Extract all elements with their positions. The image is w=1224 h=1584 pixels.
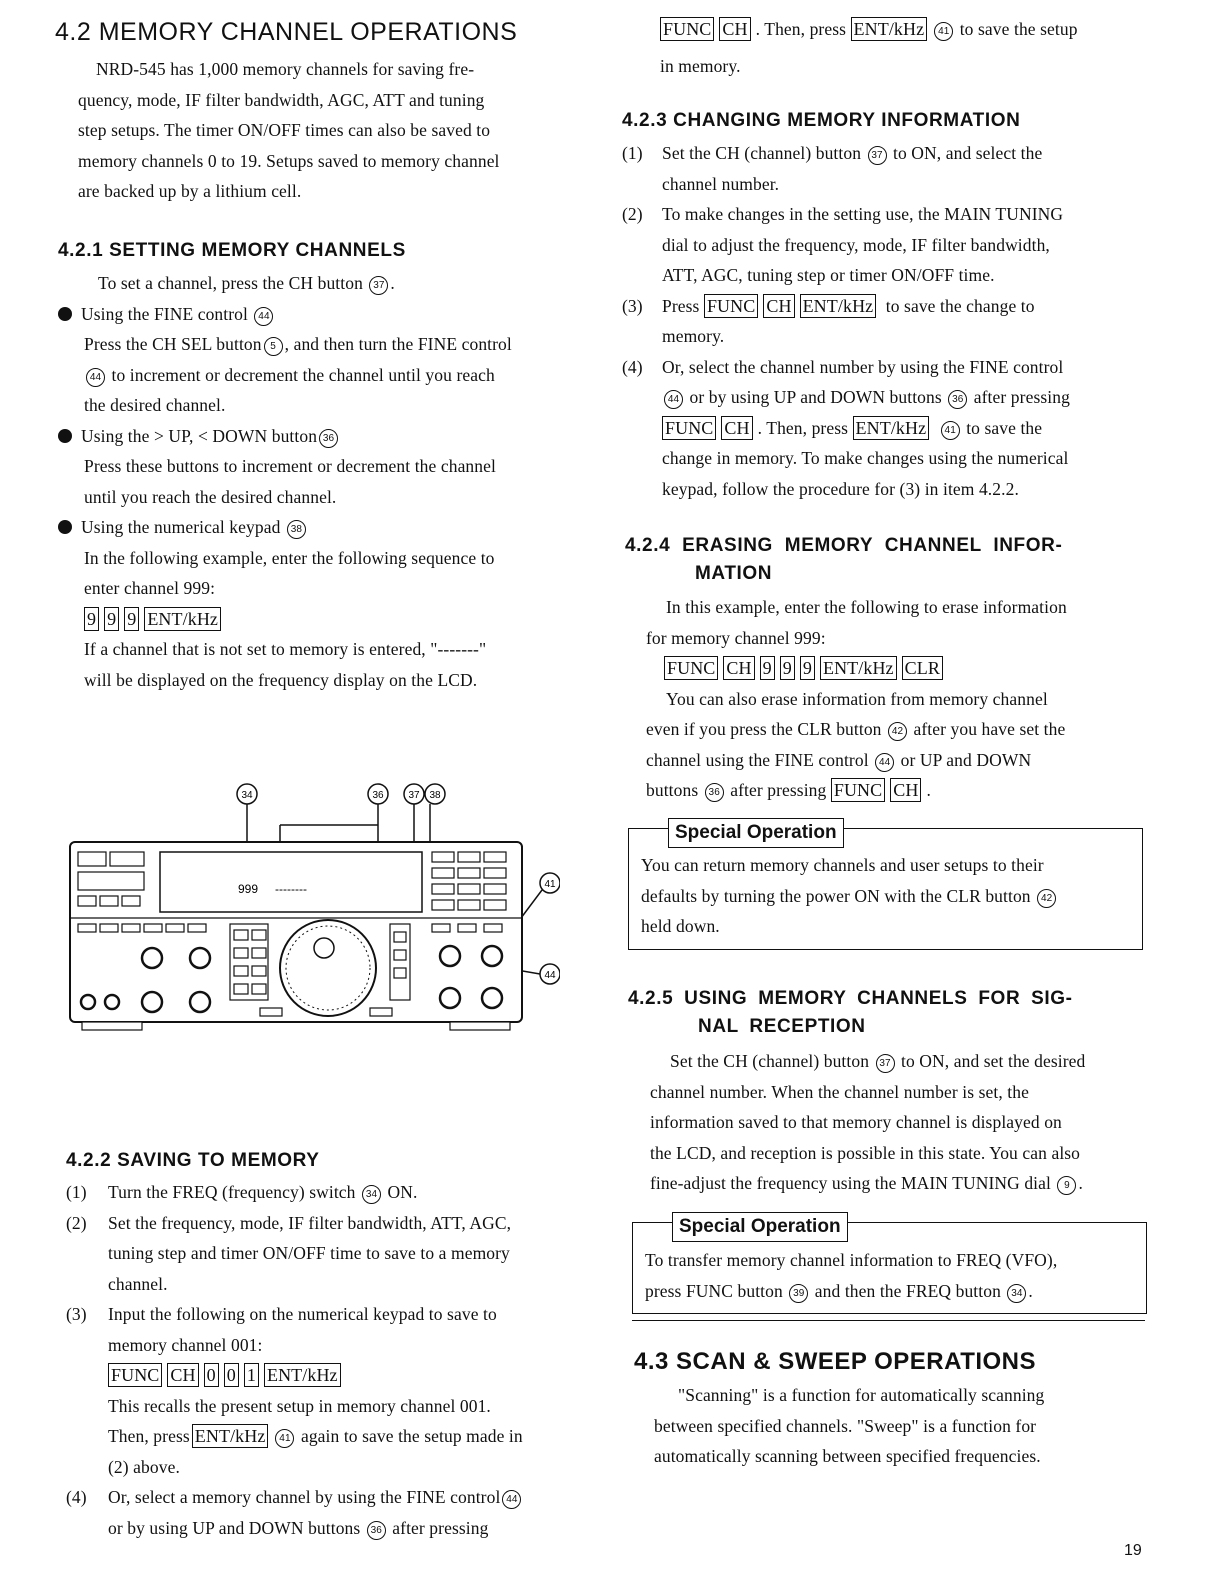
line: memory channel 001: bbox=[108, 1334, 263, 1355]
svg-text:37: 37 bbox=[408, 790, 420, 801]
line bbox=[622, 413, 1142, 444]
line: ATT, AGC, tuning step or timer ON/OFF time. bbox=[662, 265, 995, 285]
step-number: (1) bbox=[622, 143, 643, 163]
line bbox=[66, 1421, 586, 1452]
ref-marker: 41 bbox=[941, 421, 960, 440]
ref-marker: 39 bbox=[789, 1284, 808, 1303]
title-line: 4.2.5 USING MEMORY CHANNELS FOR SIG- bbox=[628, 988, 1073, 1009]
lcd-digits: 999 bbox=[238, 882, 259, 896]
section-4-2-2-title: 4.2.2 SAVING TO MEMORY bbox=[66, 1150, 320, 1171]
key-sequence bbox=[84, 604, 578, 635]
key-ent-khz: ENT/kHz bbox=[144, 607, 221, 631]
text: after pressing bbox=[730, 780, 827, 800]
svg-text:36: 36 bbox=[372, 790, 384, 801]
text: to save the setup bbox=[959, 19, 1078, 39]
bullet-updown-text bbox=[58, 451, 578, 512]
key-9: 9 bbox=[800, 656, 815, 680]
ref-marker: 37 bbox=[868, 146, 887, 165]
intro-line: step setups. The timer ON/OFF times can also be saved to bbox=[78, 120, 491, 140]
ref-marker: 41 bbox=[934, 22, 953, 41]
bullet-icon bbox=[58, 307, 72, 321]
key-func: FUNC bbox=[108, 1363, 162, 1387]
line: You can also erase information from memory channel bbox=[666, 688, 1048, 709]
text: To make changes in the setting use, the MAIN TUNING bbox=[662, 204, 1064, 224]
text: Then, press bbox=[108, 1426, 190, 1446]
line: In this example, enter the following to erase information bbox=[666, 597, 1067, 617]
text: Input the following on the numerical keypad to save to bbox=[108, 1304, 497, 1324]
line: You can return memory channels and user setups to their bbox=[641, 855, 1044, 875]
special-operation-title-2: Special Operation bbox=[672, 1212, 848, 1242]
step-2 bbox=[66, 1208, 586, 1239]
text: to save the bbox=[966, 417, 1043, 438]
line bbox=[622, 382, 1142, 413]
line: buttons 36 after pressing FUNC CH . bbox=[646, 780, 931, 800]
ref-marker: 36 bbox=[367, 1521, 386, 1540]
key-0: 0 bbox=[204, 1363, 219, 1387]
continued-text bbox=[660, 14, 1160, 81]
text: or by using UP and DOWN buttons bbox=[108, 1517, 361, 1538]
bullet-title: Using the FINE control bbox=[81, 303, 248, 324]
key-func: FUNC bbox=[704, 294, 758, 318]
line bbox=[646, 714, 1146, 745]
section-4-2-1-title: 4.2.1 SETTING MEMORY CHANNELS bbox=[58, 240, 406, 261]
key-1: 1 bbox=[244, 1363, 259, 1387]
line: Press these buttons to increment or decrement the channel bbox=[84, 456, 496, 476]
step-number: (1) bbox=[66, 1182, 87, 1202]
line: keypad, follow the procedure for (3) in item 4.2.2. bbox=[662, 478, 1019, 499]
step-number: (4) bbox=[622, 356, 643, 377]
step-number: (4) bbox=[66, 1487, 87, 1507]
text: ON. bbox=[387, 1182, 418, 1202]
main-tuning-dial bbox=[280, 920, 376, 1016]
key-ent-khz: ENT/kHz bbox=[853, 416, 930, 440]
line: dial to adjust the frequency, mode, IF filter bandwidth, bbox=[662, 234, 1050, 255]
line: the LCD, and reception is possible in this state. You can also bbox=[650, 1142, 1081, 1163]
text: or by using UP and DOWN buttons bbox=[689, 387, 942, 407]
text: Or, select the channel number by using the FINE control bbox=[662, 356, 1064, 377]
text: . Then, press bbox=[755, 19, 847, 39]
line: To transfer memory channel information to FREQ (VFO), bbox=[645, 1250, 1058, 1270]
line: "Scanning" is a function for automatically scanning bbox=[678, 1385, 1045, 1405]
line: If a channel that is not set to memory is entered, "-------" bbox=[84, 639, 487, 659]
ref-marker: 37 bbox=[876, 1054, 895, 1073]
ref-marker: 36 bbox=[948, 390, 967, 409]
intro-line: NRD-545 has 1,000 memory channels for saving fre- bbox=[96, 59, 475, 79]
special-operation-text bbox=[641, 850, 1136, 942]
bullet-keypad-text bbox=[58, 543, 578, 696]
text: even if you press the CLR button bbox=[646, 719, 882, 739]
text: Set the CH (channel) button bbox=[662, 143, 862, 163]
key-ch: CH bbox=[167, 1363, 198, 1387]
line: for memory channel 999: bbox=[646, 627, 826, 648]
special-operation-title: Special Operation bbox=[668, 818, 844, 848]
key-func: FUNC bbox=[664, 656, 718, 680]
text: Or, select a memory channel by using the FINE control bbox=[108, 1487, 501, 1507]
step-number: (2) bbox=[66, 1212, 87, 1233]
line: tuning step and timer ON/OFF time to save to a memory bbox=[108, 1243, 510, 1263]
text: , and then turn the FINE control bbox=[284, 334, 512, 354]
text: and then the FREQ button bbox=[814, 1280, 1001, 1301]
ref-marker: 34 bbox=[362, 1185, 381, 1204]
section-4-2-intro bbox=[78, 54, 578, 207]
bullet-icon bbox=[58, 520, 72, 534]
section-4-2-3-body bbox=[622, 138, 1142, 504]
text: or UP and DOWN bbox=[900, 749, 1032, 770]
line: information saved to that memory channel is displayed on bbox=[650, 1112, 1062, 1132]
key-func: FUNC bbox=[662, 416, 716, 440]
svg-text:41: 41 bbox=[544, 879, 556, 890]
text: . Then, press bbox=[757, 417, 849, 438]
step-4 bbox=[622, 352, 1142, 383]
key-ch: CH bbox=[723, 656, 754, 680]
line: This recalls the present setup in memory channel 001. bbox=[108, 1395, 491, 1416]
text: again to save the setup made in bbox=[300, 1426, 523, 1446]
svg-text:44: 44 bbox=[544, 970, 556, 981]
bullet-icon bbox=[58, 429, 72, 443]
bullet-updown bbox=[58, 421, 578, 452]
text: Set the frequency, mode, IF filter bandwidth, ATT, AGC, bbox=[108, 1212, 512, 1233]
bullet-title: Using the > UP, < DOWN button bbox=[81, 425, 318, 446]
section-4-2-4-title bbox=[625, 535, 1062, 585]
line bbox=[84, 329, 578, 360]
step-number: (3) bbox=[622, 295, 643, 316]
key-ent-khz: ENT/kHz bbox=[264, 1363, 341, 1387]
key-9: 9 bbox=[780, 656, 795, 680]
section-4-2-1-body bbox=[58, 268, 578, 695]
text: To set a channel, press the CH button bbox=[98, 273, 363, 293]
set-channel-line: To set a channel, press the CH button 37 . bbox=[98, 273, 395, 293]
step-1 bbox=[66, 1177, 586, 1208]
key-sequence bbox=[646, 653, 1146, 684]
line: will be displayed on the frequency display on the LCD. bbox=[84, 669, 478, 690]
section-4-2-2-body bbox=[66, 1177, 586, 1543]
text: after pressing bbox=[973, 387, 1070, 407]
step-3 bbox=[622, 291, 1142, 322]
ref-marker: 36 bbox=[319, 429, 338, 448]
ref-marker: 34 bbox=[1007, 1284, 1026, 1303]
text: channel using the FINE control bbox=[646, 749, 869, 770]
svg-text:34: 34 bbox=[241, 790, 253, 801]
intro-line: are backed up by a lithium cell. bbox=[78, 181, 302, 201]
line bbox=[660, 14, 1160, 45]
section-4-3-title: 4.3 SCAN & SWEEP OPERATIONS bbox=[634, 1348, 1037, 1375]
line bbox=[84, 360, 578, 391]
text: buttons bbox=[646, 780, 699, 800]
ref-marker: 37 bbox=[369, 276, 388, 295]
text: defaults by turning the power ON with the CLR button bbox=[641, 885, 1031, 906]
step-1 bbox=[622, 138, 1142, 169]
key-func: FUNC bbox=[660, 17, 714, 41]
line: memory. bbox=[662, 326, 725, 346]
line: channel. bbox=[108, 1273, 168, 1294]
ref-marker: 41 bbox=[275, 1429, 294, 1448]
key-9: 9 bbox=[104, 607, 119, 631]
key-sequence bbox=[66, 1360, 586, 1391]
ref-marker: 38 bbox=[287, 520, 306, 539]
key-ent-khz: ENT/kHz bbox=[851, 17, 928, 41]
line bbox=[641, 881, 1136, 912]
section-4-2-title: 4.2 MEMORY CHANNEL OPERATIONS bbox=[55, 18, 518, 46]
ref-marker: 42 bbox=[1037, 889, 1056, 908]
line: channel number. When the channel number is set, the bbox=[650, 1081, 1029, 1102]
section-4-2-5-title bbox=[628, 988, 1073, 1038]
line: enter channel 999: bbox=[84, 578, 216, 598]
section-4-2-5-body bbox=[650, 1046, 1150, 1199]
line: (2) above. bbox=[108, 1456, 180, 1477]
intro-line: quency, mode, IF filter bandwidth, AGC, ATT and tuning bbox=[78, 89, 485, 110]
ref-marker: 44 bbox=[875, 753, 894, 772]
step-3 bbox=[66, 1299, 586, 1330]
title-line: 4.2.4 ERASING MEMORY CHANNEL INFOR- bbox=[625, 535, 1063, 556]
ref-marker: 44 bbox=[502, 1490, 521, 1509]
text: to save the change to bbox=[885, 295, 1035, 316]
text: to ON, and select the bbox=[893, 143, 1043, 163]
key-func: FUNC bbox=[831, 778, 885, 802]
line: between specified channels. "Sweep" is a function for bbox=[654, 1415, 1037, 1436]
line: automatically scanning between specified frequencies. bbox=[654, 1446, 1041, 1466]
step-2 bbox=[622, 199, 1142, 230]
ref-marker: 44 bbox=[664, 390, 683, 409]
line: channel number. bbox=[662, 173, 780, 194]
key-ent-khz: ENT/kHz bbox=[192, 1424, 269, 1448]
intro-line: memory channels 0 to 19. Setups saved to memory channel bbox=[78, 150, 500, 171]
step-4 bbox=[66, 1482, 586, 1513]
ref-marker: 44 bbox=[254, 307, 273, 326]
ref-marker: 36 bbox=[705, 783, 724, 802]
text: to ON, and set the desired bbox=[901, 1051, 1086, 1071]
ref-marker: 5 bbox=[264, 337, 283, 356]
bullet-fine-text bbox=[58, 329, 578, 421]
line: press FUNC button 39 and then the FREQ button 34 . bbox=[645, 1280, 1033, 1301]
key-ent-khz: ENT/kHz bbox=[800, 294, 877, 318]
text: press FUNC button bbox=[645, 1280, 783, 1301]
key-9: 9 bbox=[124, 607, 139, 631]
key-ch: CH bbox=[719, 17, 750, 41]
line: In the following example, enter the following sequence to bbox=[84, 547, 495, 568]
text: Turn the FREQ (frequency) switch bbox=[108, 1182, 356, 1202]
special-operation-text-2 bbox=[645, 1245, 1140, 1306]
bullet-keypad bbox=[58, 512, 578, 543]
text: Press bbox=[662, 295, 700, 316]
line: the desired channel. bbox=[84, 395, 226, 415]
page-number: 19 bbox=[1124, 1542, 1142, 1559]
line bbox=[650, 1046, 1150, 1077]
key-ch: CH bbox=[721, 416, 752, 440]
bullet-fine bbox=[58, 299, 578, 330]
text: to increment or decrement the channel until you reach bbox=[111, 364, 495, 385]
ref-marker: 9 bbox=[1057, 1176, 1076, 1195]
section-4-2-3-title: 4.2.3 CHANGING MEMORY INFORMATION bbox=[622, 110, 1021, 131]
key-ch: CH bbox=[890, 778, 921, 802]
line bbox=[66, 1513, 586, 1544]
key-0: 0 bbox=[224, 1363, 239, 1387]
bullet-title: Using the numerical keypad bbox=[81, 517, 281, 537]
text: fine-adjust the frequency using the MAIN TUNING dial bbox=[650, 1173, 1051, 1193]
line: held down. bbox=[641, 916, 720, 936]
key-clr: CLR bbox=[902, 656, 943, 680]
line: in memory. bbox=[660, 55, 741, 76]
text: after you have set the bbox=[913, 719, 1066, 739]
key-9: 9 bbox=[84, 607, 99, 631]
title-line: NAL RECEPTION bbox=[698, 1016, 866, 1037]
key-ch: CH bbox=[763, 294, 794, 318]
text: after pressing bbox=[392, 1517, 489, 1538]
line: fine-adjust the frequency using the MAIN TUNING dial 9 . bbox=[650, 1173, 1083, 1193]
line: change in memory. To make changes using the numerical bbox=[662, 448, 1069, 468]
section-4-3-body bbox=[654, 1380, 1149, 1472]
key-ent-khz: ENT/kHz bbox=[820, 656, 897, 680]
step-number: (3) bbox=[66, 1304, 87, 1324]
receiver-front-panel-figure bbox=[60, 780, 560, 1050]
title-line: MATION bbox=[695, 563, 773, 584]
key-9: 9 bbox=[760, 656, 775, 680]
ref-marker: 44 bbox=[86, 368, 105, 387]
line: until you reach the desired channel. bbox=[84, 486, 337, 507]
lcd-dashes: -------- bbox=[275, 882, 307, 896]
section-divider bbox=[632, 1320, 1145, 1321]
svg-text:38: 38 bbox=[429, 790, 441, 801]
step-number: (2) bbox=[622, 204, 643, 224]
line bbox=[646, 745, 1146, 776]
ref-marker: 42 bbox=[888, 722, 907, 741]
text: Set the CH (channel) button bbox=[670, 1051, 870, 1071]
section-4-2-4-body bbox=[646, 592, 1146, 806]
text: Press the CH SEL button bbox=[84, 334, 262, 354]
